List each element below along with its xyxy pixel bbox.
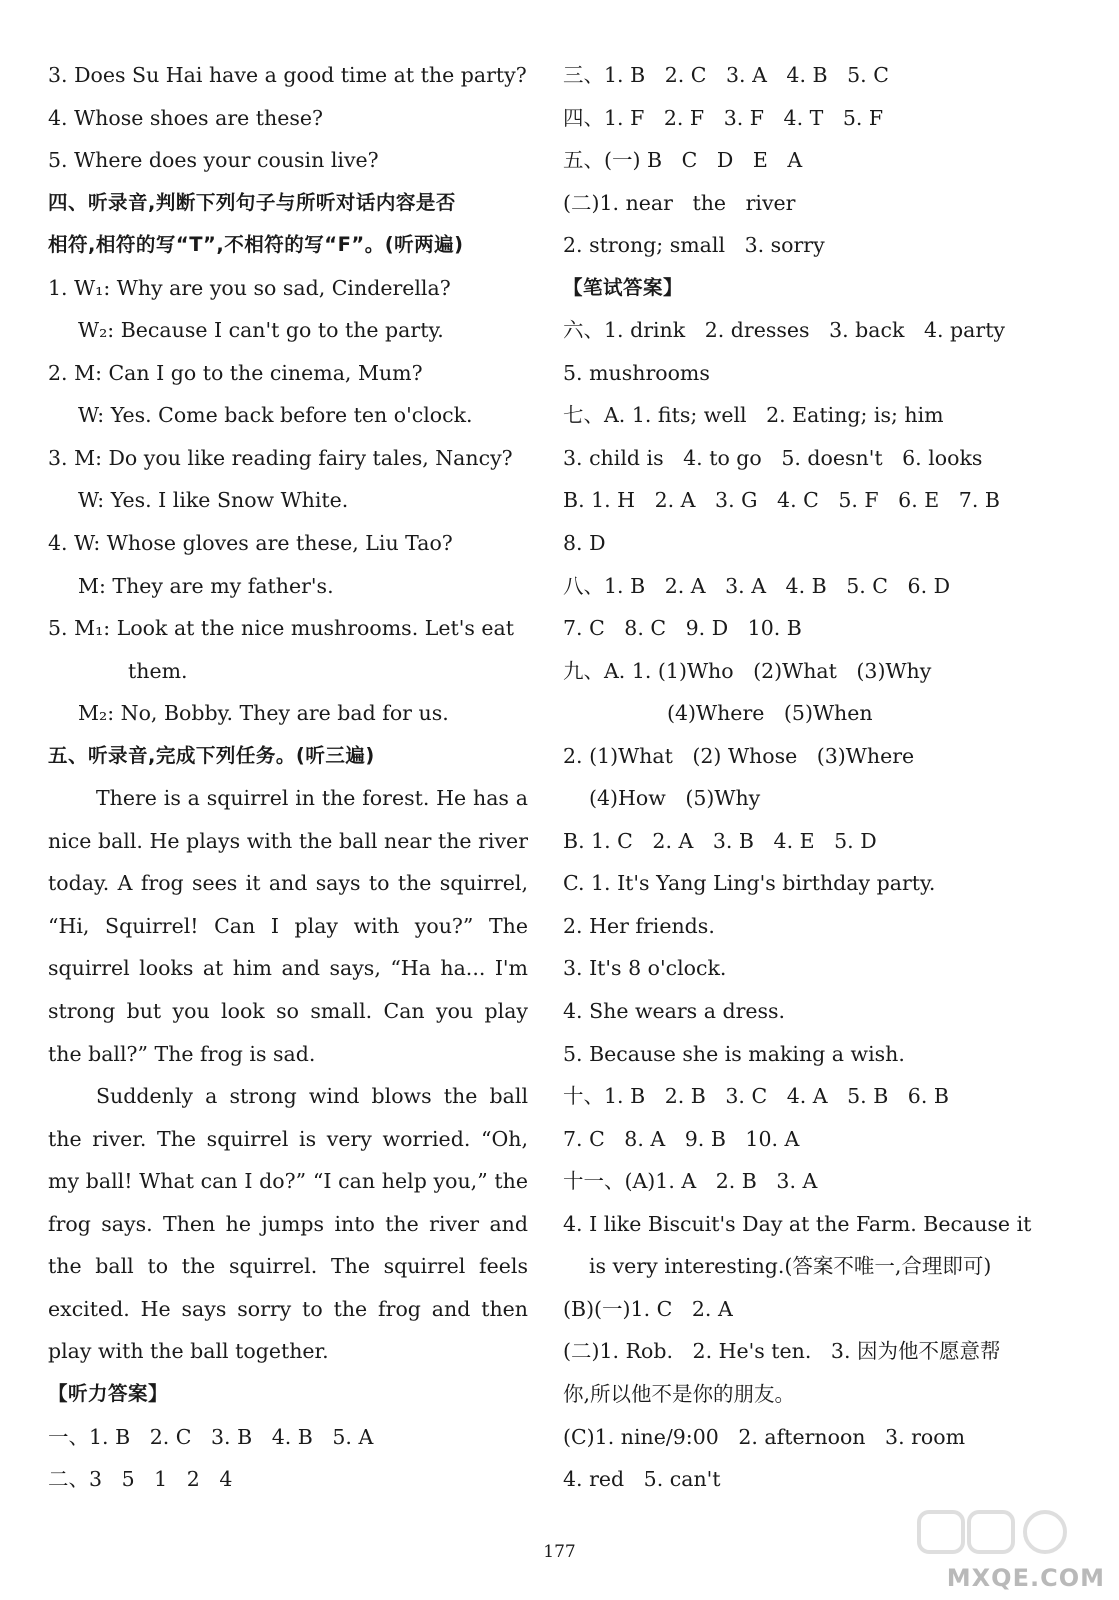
right-line: 2. strong; small 3. sorry xyxy=(563,233,825,258)
left-line: M: They are my father's. xyxy=(78,573,334,598)
left-line: my ball! What can I do?” “I can help you,” the xyxy=(48,1169,528,1194)
right-line: 【笔试答案】 xyxy=(563,275,684,299)
right-line: 4. red 5. can't xyxy=(563,1467,721,1492)
right-line: B. 1. C 2. A 3. B 4. E 5. D xyxy=(563,828,877,853)
left-line: 一、1. B 2. C 3. B 4. B 5. A xyxy=(48,1424,374,1449)
watermark-text: MXQE.COM xyxy=(946,1564,1105,1592)
left-line: 4. Whose shoes are these? xyxy=(48,105,323,130)
right-line: 3. child is 4. to go 5. doesn't 6. looks xyxy=(563,445,983,470)
right-line: 你,所以他不是你的朋友。 xyxy=(563,1381,796,1406)
left-line: play with the ball together. xyxy=(48,1339,329,1364)
right-line: (C)1. nine/9:00 2. afternoon 3. room xyxy=(563,1424,966,1449)
left-line: 2. M: Can I go to the cinema, Mum? xyxy=(48,360,423,385)
right-line: 九、A. 1. (1)Who (2)What (3)Why xyxy=(563,658,932,683)
left-line: 5. Where does your cousin live? xyxy=(48,148,379,173)
left-line: 四、听录音,判断下列句子与所听对话内容是否 xyxy=(48,190,456,214)
right-line: 2. Her friends. xyxy=(563,913,715,938)
right-line: (4)Where (5)When xyxy=(667,701,873,726)
left-line: squirrel looks at him and says, “Ha ha... I'm xyxy=(48,956,528,981)
right-line: (二)1. Rob. 2. He's ten. 3. 因为他不愿意帮 xyxy=(563,1339,1001,1364)
left-line: M₂: No, Bobby. They are bad for us. xyxy=(78,701,449,726)
left-line: There is a squirrel in the forest. He has a xyxy=(96,786,528,811)
right-line: (4)How (5)Why xyxy=(589,786,761,811)
right-column xyxy=(563,54,1063,1501)
right-line: 六、1. drink 2. dresses 3. back 4. party xyxy=(563,318,1006,343)
left-column xyxy=(48,54,528,1501)
left-line: 4. W: Whose gloves are these, Liu Tao? xyxy=(48,531,453,556)
right-line: 七、A. 1. fits; well 2. Eating; is; him xyxy=(563,403,944,428)
left-line: W: Yes. Come back before ten o'clock. xyxy=(78,403,473,428)
left-line: today. A frog sees it and says to the squirrel, xyxy=(48,871,528,896)
right-line: B. 1. H 2. A 3. G 4. C 5. F 6. E 7. B xyxy=(563,488,1000,513)
left-line: frog says. Then he jumps into the river and xyxy=(48,1211,528,1236)
right-line: 三、1. B 2. C 3. A 4. B 5. C xyxy=(563,63,889,87)
left-line: “Hi, Squirrel! Can I play with you?” The xyxy=(48,913,528,938)
left-line: excited. He says sorry to the frog and then xyxy=(48,1296,528,1321)
right-line: 十一、(A)1. A 2. B 3. A xyxy=(563,1169,818,1194)
right-line: C. 1. It's Yang Ling's birthday party. xyxy=(563,871,936,896)
left-line: 1. W₁: Why are you so sad, Cinderella? xyxy=(48,275,451,300)
left-line: strong but you look so small. Can you play xyxy=(48,999,528,1024)
left-line: Suddenly a strong wind blows the ball xyxy=(96,1084,528,1109)
left-line: nice ball. He plays with the ball near the river xyxy=(48,828,528,853)
left-line: the river. The squirrel is very worried. “Oh, xyxy=(48,1126,528,1151)
right-line: 5. Because she is making a wish. xyxy=(563,1041,905,1066)
right-line: 4. She wears a dress. xyxy=(563,999,786,1024)
page-number: 177 xyxy=(543,1542,576,1562)
left-line: 相符,相符的写“T”,不相符的写“F”。(听两遍) xyxy=(48,233,464,257)
right-line: 4. I like Biscuit's Day at the Farm. Because it xyxy=(563,1211,1032,1236)
left-line: 【听力答案】 xyxy=(48,1381,169,1405)
right-line: (二)1. near the river xyxy=(563,190,796,215)
right-line: 四、1. F 2. F 3. F 4. T 5. F xyxy=(563,105,884,130)
left-line: 二、3 5 1 2 4 xyxy=(48,1467,233,1492)
right-line: 7. C 8. C 9. D 10. B xyxy=(563,616,802,641)
left-line: W₂: Because I can't go to the party. xyxy=(78,318,444,343)
right-line: is very interesting.(答案不唯一,合理即可) xyxy=(589,1254,992,1279)
left-line: W: Yes. I like Snow White. xyxy=(78,488,349,513)
right-line: 八、1. B 2. A 3. A 4. B 5. C 6. D xyxy=(563,573,951,598)
right-line: 五、(一) B C D E A xyxy=(563,148,803,173)
right-line: (B)(一)1. C 2. A xyxy=(563,1296,733,1321)
left-line: 五、听录音,完成下列任务。(听三遍) xyxy=(48,743,375,767)
right-line: 3. It's 8 o'clock. xyxy=(563,956,727,981)
right-line: 7. C 8. A 9. B 10. A xyxy=(563,1126,800,1151)
left-line: the ball to the squirrel. The squirrel feels xyxy=(48,1254,528,1279)
left-line: them. xyxy=(128,658,188,683)
left-line: 3. Does Su Hai have a good time at the party? xyxy=(48,63,527,87)
left-line: the ball?” The frog is sad. xyxy=(48,1041,316,1066)
right-line: 2. (1)What (2) Whose (3)Where xyxy=(563,743,915,768)
right-line: 8. D xyxy=(563,531,606,556)
left-line: 5. M₁: Look at the nice mushrooms. Let's eat xyxy=(48,616,514,641)
right-line: 5. mushrooms xyxy=(563,360,710,385)
right-line: 十、1. B 2. B 3. C 4. A 5. B 6. B xyxy=(563,1084,949,1109)
left-line: 3. M: Do you like reading fairy tales, Nancy? xyxy=(48,445,513,470)
